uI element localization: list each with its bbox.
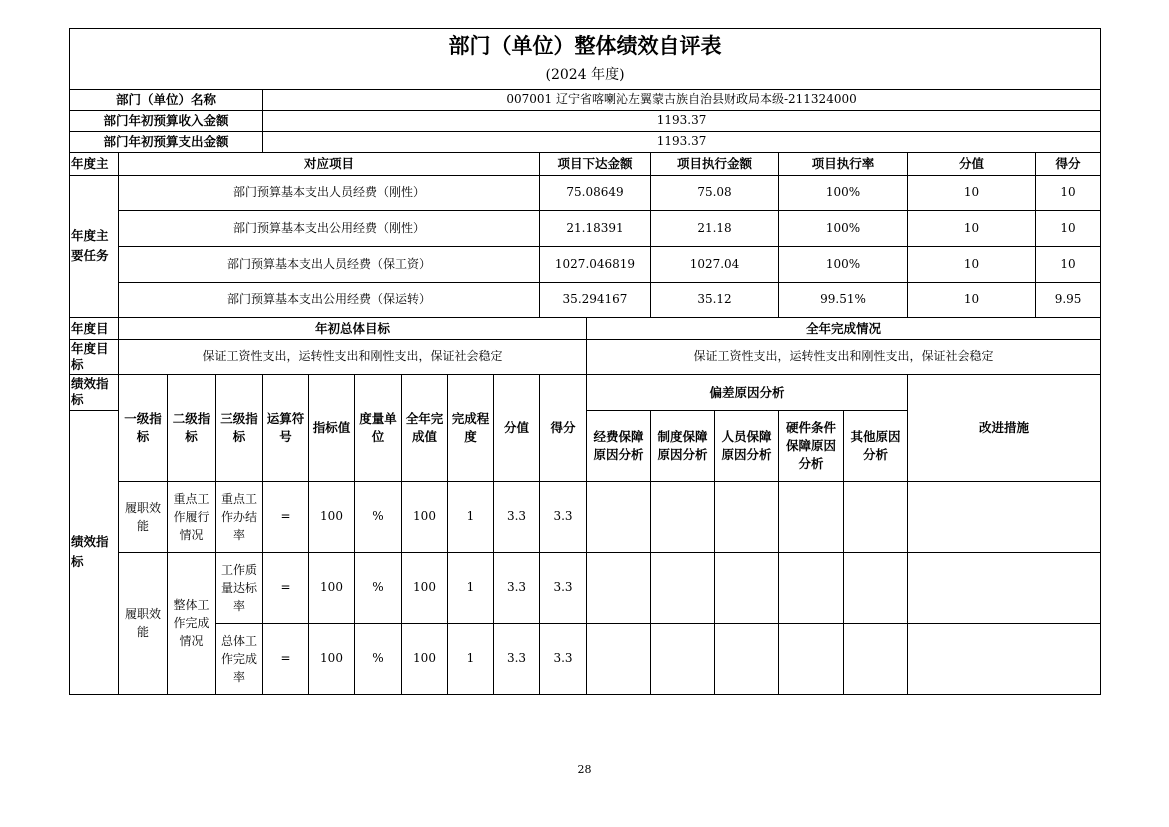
header-unit: 度量单位	[355, 374, 402, 481]
header-level3: 三级指标	[216, 374, 263, 481]
task-score-value: 10	[908, 210, 1036, 246]
goals-header-label: 年度目	[70, 317, 119, 339]
header-score: 得分	[1036, 152, 1101, 175]
header-operator: 运算符号	[263, 374, 309, 481]
info-row	[70, 131, 1101, 152]
task-amount: 1027.046819	[540, 246, 651, 282]
indicator-other-cell	[844, 552, 908, 623]
header-system: 制度保障原因分析	[651, 410, 715, 481]
indicator-row	[70, 623, 1101, 694]
info-row	[70, 89, 1101, 110]
task-project: 部门预算基本支出公用经费（保运转）	[119, 282, 540, 317]
goals-header-row	[70, 317, 1101, 339]
indicator-score-value: 3.3	[494, 552, 540, 623]
tasks-row-label: 年度主	[70, 152, 119, 175]
task-project: 部门预算基本支出公用经费（刚性）	[119, 210, 540, 246]
indicator-personnel-cell	[715, 623, 779, 694]
task-rate: 100%	[779, 210, 908, 246]
indicator-actual: 100	[402, 552, 448, 623]
indicators-side-label: 绩效指标	[70, 410, 119, 694]
header-other: 其他原因分析	[844, 410, 908, 481]
indicator-score-value: 3.3	[494, 623, 540, 694]
task-amount: 21.18391	[540, 210, 651, 246]
indicator-completion: 1	[448, 481, 494, 552]
header-amount: 项目下达金额	[540, 152, 651, 175]
goals-completion-header: 全年完成情况	[587, 317, 1101, 339]
indicator-level2: 整体工作完成情况	[168, 552, 216, 694]
task-executed: 21.18	[651, 210, 779, 246]
task-score-value: 10	[908, 282, 1036, 317]
indicator-level2: 重点工作履行情况	[168, 481, 216, 552]
indicator-improve-cell	[908, 623, 1101, 694]
header-personnel: 人员保障原因分析	[715, 410, 779, 481]
indicator-operator: =	[263, 552, 309, 623]
indicator-target: 100	[309, 481, 355, 552]
indicator-system-cell	[651, 481, 715, 552]
task-rate: 99.51%	[779, 282, 908, 317]
indicator-system-cell	[651, 552, 715, 623]
indicator-row	[70, 552, 1101, 623]
task-row	[70, 175, 1101, 210]
task-project: 部门预算基本支出人员经费（刚性）	[119, 175, 540, 210]
task-score: 10	[1036, 175, 1101, 210]
task-score: 10	[1036, 246, 1101, 282]
evaluation-table	[69, 28, 1101, 695]
goals-row-label: 年度目标	[70, 339, 119, 374]
header-executed: 项目执行金额	[651, 152, 779, 175]
header-ind-score-value: 分值	[494, 374, 540, 481]
task-row	[70, 246, 1101, 282]
indicator-hardware-cell	[779, 623, 844, 694]
page-number: 28	[577, 763, 592, 776]
self-evaluation-sheet	[69, 28, 1100, 695]
indicator-unit: %	[355, 552, 402, 623]
indicator-level3: 工作质量达标率	[216, 552, 263, 623]
info-value: 1193.37	[263, 131, 1101, 152]
task-executed: 1027.04	[651, 246, 779, 282]
indicator-funding-cell	[587, 552, 651, 623]
indicators-header-row	[70, 374, 1101, 410]
indicator-funding-cell	[587, 623, 651, 694]
indicator-target: 100	[309, 623, 355, 694]
indicator-level3: 重点工作办结率	[216, 481, 263, 552]
info-value: 007001 辽宁省喀喇沁左翼蒙古族自治县财政局本级-211324000	[263, 89, 1101, 110]
indicator-row	[70, 481, 1101, 552]
goals-row	[70, 339, 1101, 374]
subtitle-cell	[70, 61, 1101, 89]
info-label: 部门（单位）名称	[70, 89, 263, 110]
indicator-level1: 履职效能	[119, 552, 168, 694]
indicator-score: 3.3	[540, 552, 587, 623]
indicator-actual: 100	[402, 623, 448, 694]
header-actual: 全年完成值	[402, 374, 448, 481]
info-value: 1193.37	[263, 110, 1101, 131]
header-completion: 完成程度	[448, 374, 494, 481]
header-deviation: 偏差原因分析	[587, 374, 908, 410]
goals-initial-header: 年初总体目标	[119, 317, 587, 339]
task-row	[70, 282, 1101, 317]
indicator-operator: =	[263, 623, 309, 694]
tasks-header-row	[70, 152, 1101, 175]
task-rate: 100%	[779, 175, 908, 210]
header-improve: 改进措施	[908, 374, 1101, 481]
header-level2: 二级指标	[168, 374, 216, 481]
header-rate: 项目执行率	[779, 152, 908, 175]
indicator-hardware-cell	[779, 552, 844, 623]
indicator-completion: 1	[448, 623, 494, 694]
page-subtitle: (2024 年度)	[545, 66, 625, 83]
header-hardware: 硬件条件保障原因分析	[779, 410, 844, 481]
indicator-other-cell	[844, 623, 908, 694]
indicator-other-cell	[844, 481, 908, 552]
task-project: 部门预算基本支出人员经费（保工资）	[119, 246, 540, 282]
header-score-value: 分值	[908, 152, 1036, 175]
title-cell	[70, 29, 1101, 62]
header-funding: 经费保障原因分析	[587, 410, 651, 481]
header-level1: 一级指标	[119, 374, 168, 481]
goals-completion-text: 保证工资性支出，运转性支出和刚性支出，保证社会稳定	[587, 339, 1101, 374]
indicator-actual: 100	[402, 481, 448, 552]
indicator-hardware-cell	[779, 481, 844, 552]
indicator-score: 3.3	[540, 623, 587, 694]
indicator-completion: 1	[448, 552, 494, 623]
indicator-level1: 履职效能	[119, 481, 168, 552]
tasks-side-label: 年度主要任务	[70, 175, 119, 317]
indicator-funding-cell	[587, 481, 651, 552]
indicator-score: 3.3	[540, 481, 587, 552]
task-executed: 35.12	[651, 282, 779, 317]
info-label: 部门年初预算支出金额	[70, 131, 263, 152]
indicator-system-cell	[651, 623, 715, 694]
task-score: 10	[1036, 210, 1101, 246]
indicator-score-value: 3.3	[494, 481, 540, 552]
task-rate: 100%	[779, 246, 908, 282]
task-amount: 35.294167	[540, 282, 651, 317]
goals-initial-text: 保证工资性支出，运转性支出和刚性支出，保证社会稳定	[119, 339, 587, 374]
task-score-value: 10	[908, 246, 1036, 282]
page-title: 部门（单位）整体绩效自评表	[448, 34, 722, 58]
header-project: 对应项目	[119, 152, 540, 175]
indicator-personnel-cell	[715, 481, 779, 552]
indicator-unit: %	[355, 481, 402, 552]
info-label: 部门年初预算收入金额	[70, 110, 263, 131]
info-row	[70, 110, 1101, 131]
indicator-operator: =	[263, 481, 309, 552]
indicator-personnel-cell	[715, 552, 779, 623]
indicator-target: 100	[309, 552, 355, 623]
task-score-value: 10	[908, 175, 1036, 210]
header-target: 指标值	[309, 374, 355, 481]
task-executed: 75.08	[651, 175, 779, 210]
indicator-improve-cell	[908, 481, 1101, 552]
indicators-header-label: 绩效指标	[70, 374, 119, 410]
task-row	[70, 210, 1101, 246]
task-score: 9.95	[1036, 282, 1101, 317]
task-amount: 75.08649	[540, 175, 651, 210]
indicator-level3: 总体工作完成率	[216, 623, 263, 694]
indicator-unit: %	[355, 623, 402, 694]
header-ind-score: 得分	[540, 374, 587, 481]
indicator-improve-cell	[908, 552, 1101, 623]
